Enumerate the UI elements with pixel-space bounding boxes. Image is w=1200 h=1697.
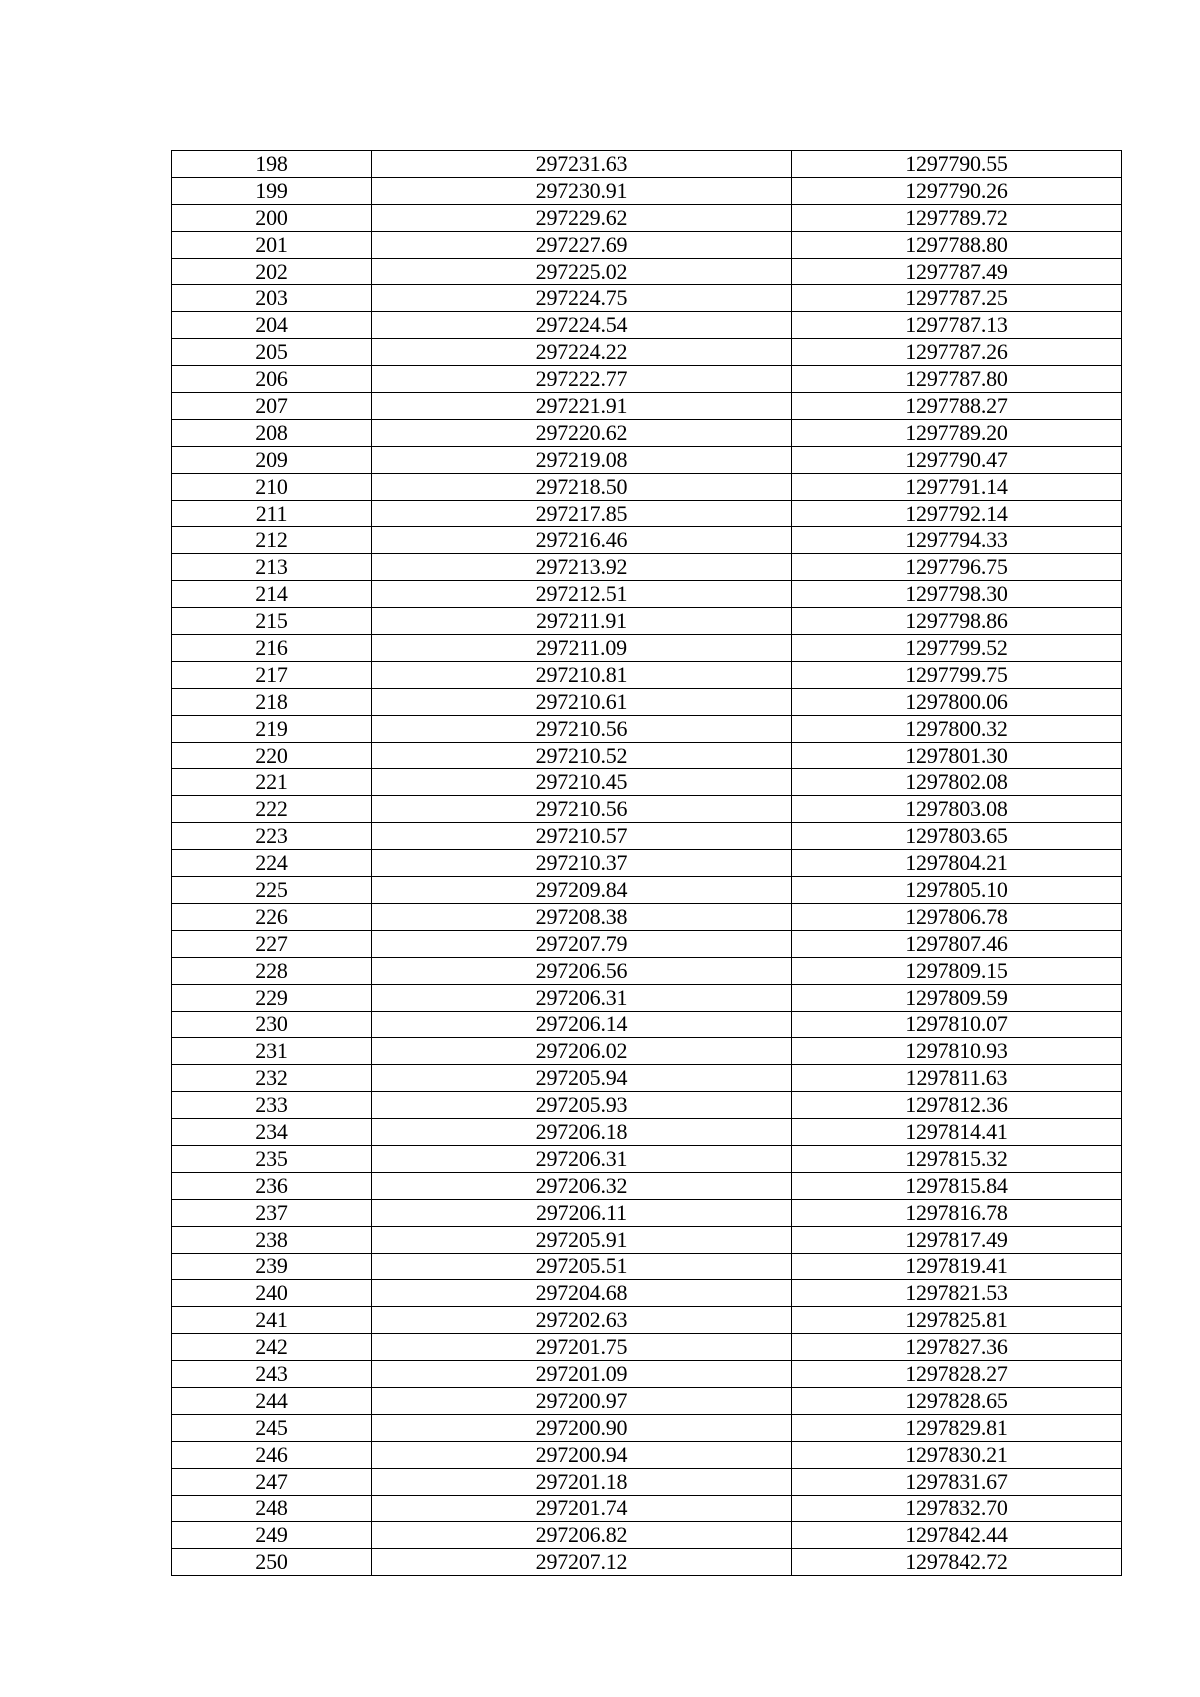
table-row [172,554,1122,581]
table-row [172,769,1122,796]
point-number-cell: 229 [172,984,372,1011]
table-row [172,312,1122,339]
point-number-cell: 235 [172,1145,372,1172]
x-coordinate-cell: 297200.97 [372,1387,792,1414]
table-row [172,1307,1122,1334]
x-coordinate-cell: 297200.90 [372,1414,792,1441]
point-number-cell: 240 [172,1280,372,1307]
y-coordinate-cell: 1297812.36 [792,1092,1122,1119]
x-coordinate-cell: 297210.56 [372,796,792,823]
table-row [172,1549,1122,1576]
table-row [172,877,1122,904]
x-coordinate-cell: 297201.18 [372,1468,792,1495]
x-coordinate-cell: 297219.08 [372,446,792,473]
y-coordinate-cell: 1297787.13 [792,312,1122,339]
y-coordinate-cell: 1297787.26 [792,339,1122,366]
table-row [172,608,1122,635]
point-number-cell: 234 [172,1119,372,1146]
table-row [172,715,1122,742]
table-row [172,446,1122,473]
x-coordinate-cell: 297205.91 [372,1226,792,1253]
point-number-cell: 212 [172,527,372,554]
point-number-cell: 204 [172,312,372,339]
point-number-cell: 221 [172,769,372,796]
point-number-cell: 248 [172,1495,372,1522]
table-row [172,823,1122,850]
point-number-cell: 233 [172,1092,372,1119]
table-row [172,473,1122,500]
x-coordinate-cell: 297207.79 [372,930,792,957]
y-coordinate-cell: 1297798.86 [792,608,1122,635]
y-coordinate-cell: 1297809.15 [792,957,1122,984]
x-coordinate-cell: 297231.63 [372,151,792,178]
table-row [172,903,1122,930]
x-coordinate-cell: 297206.32 [372,1172,792,1199]
x-coordinate-cell: 297224.75 [372,285,792,312]
point-number-cell: 246 [172,1441,372,1468]
table-row [172,984,1122,1011]
y-coordinate-cell: 1297816.78 [792,1199,1122,1226]
y-coordinate-cell: 1297794.33 [792,527,1122,554]
table-row [172,285,1122,312]
y-coordinate-cell: 1297792.14 [792,500,1122,527]
x-coordinate-cell: 297202.63 [372,1307,792,1334]
table-row [172,258,1122,285]
x-coordinate-cell: 297216.46 [372,527,792,554]
point-number-cell: 245 [172,1414,372,1441]
x-coordinate-cell: 297206.14 [372,1011,792,1038]
y-coordinate-cell: 1297788.80 [792,231,1122,258]
point-number-cell: 237 [172,1199,372,1226]
point-number-cell: 215 [172,608,372,635]
table-row [172,1522,1122,1549]
table-row [172,151,1122,178]
point-number-cell: 202 [172,258,372,285]
table-row [172,1361,1122,1388]
y-coordinate-cell: 1297789.72 [792,204,1122,231]
y-coordinate-cell: 1297805.10 [792,877,1122,904]
table-row [172,339,1122,366]
y-coordinate-cell: 1297790.26 [792,177,1122,204]
point-number-cell: 209 [172,446,372,473]
x-coordinate-cell: 297207.12 [372,1549,792,1576]
y-coordinate-cell: 1297810.93 [792,1038,1122,1065]
y-coordinate-cell: 1297814.41 [792,1119,1122,1146]
table-row [172,1092,1122,1119]
point-number-cell: 232 [172,1065,372,1092]
y-coordinate-cell: 1297800.32 [792,715,1122,742]
point-number-cell: 249 [172,1522,372,1549]
point-number-cell: 216 [172,635,372,662]
x-coordinate-cell: 297201.09 [372,1361,792,1388]
point-number-cell: 217 [172,661,372,688]
table-row [172,231,1122,258]
x-coordinate-cell: 297206.31 [372,1145,792,1172]
x-coordinate-cell: 297227.69 [372,231,792,258]
point-number-cell: 198 [172,151,372,178]
y-coordinate-cell: 1297815.84 [792,1172,1122,1199]
y-coordinate-cell: 1297810.07 [792,1011,1122,1038]
point-number-cell: 241 [172,1307,372,1334]
table-row [172,366,1122,393]
coordinate-table [171,150,1122,1576]
table-row [172,850,1122,877]
point-number-cell: 218 [172,688,372,715]
y-coordinate-cell: 1297842.44 [792,1522,1122,1549]
y-coordinate-cell: 1297789.20 [792,419,1122,446]
point-number-cell: 238 [172,1226,372,1253]
table-row [172,1414,1122,1441]
y-coordinate-cell: 1297807.46 [792,930,1122,957]
y-coordinate-cell: 1297828.27 [792,1361,1122,1388]
y-coordinate-cell: 1297787.80 [792,366,1122,393]
y-coordinate-cell: 1297817.49 [792,1226,1122,1253]
table-row [172,1119,1122,1146]
point-number-cell: 214 [172,581,372,608]
y-coordinate-cell: 1297825.81 [792,1307,1122,1334]
table-row [172,527,1122,554]
x-coordinate-cell: 297206.31 [372,984,792,1011]
point-number-cell: 230 [172,1011,372,1038]
point-number-cell: 224 [172,850,372,877]
point-number-cell: 211 [172,500,372,527]
point-number-cell: 250 [172,1549,372,1576]
y-coordinate-cell: 1297803.08 [792,796,1122,823]
table-row [172,1253,1122,1280]
table-row [172,1495,1122,1522]
point-number-cell: 239 [172,1253,372,1280]
table-row [172,1334,1122,1361]
point-number-cell: 228 [172,957,372,984]
point-number-cell: 244 [172,1387,372,1414]
point-number-cell: 231 [172,1038,372,1065]
point-number-cell: 236 [172,1172,372,1199]
y-coordinate-cell: 1297806.78 [792,903,1122,930]
table-row [172,500,1122,527]
x-coordinate-cell: 297204.68 [372,1280,792,1307]
table-row [172,393,1122,420]
x-coordinate-cell: 297213.92 [372,554,792,581]
y-coordinate-cell: 1297821.53 [792,1280,1122,1307]
x-coordinate-cell: 297220.62 [372,419,792,446]
x-coordinate-cell: 297209.84 [372,877,792,904]
table-row [172,688,1122,715]
y-coordinate-cell: 1297803.65 [792,823,1122,850]
table-row [172,1038,1122,1065]
table-row [172,1172,1122,1199]
x-coordinate-cell: 297222.77 [372,366,792,393]
y-coordinate-cell: 1297829.81 [792,1414,1122,1441]
x-coordinate-cell: 297208.38 [372,903,792,930]
point-number-cell: 206 [172,366,372,393]
table-row [172,1145,1122,1172]
x-coordinate-cell: 297210.56 [372,715,792,742]
x-coordinate-cell: 297201.75 [372,1334,792,1361]
x-coordinate-cell: 297211.09 [372,635,792,662]
x-coordinate-cell: 297210.37 [372,850,792,877]
y-coordinate-cell: 1297830.21 [792,1441,1122,1468]
y-coordinate-cell: 1297819.41 [792,1253,1122,1280]
x-coordinate-cell: 297205.51 [372,1253,792,1280]
point-number-cell: 201 [172,231,372,258]
y-coordinate-cell: 1297799.52 [792,635,1122,662]
table-row [172,661,1122,688]
y-coordinate-cell: 1297842.72 [792,1549,1122,1576]
point-number-cell: 243 [172,1361,372,1388]
x-coordinate-cell: 297206.56 [372,957,792,984]
point-number-cell: 220 [172,742,372,769]
table-row [172,635,1122,662]
point-number-cell: 219 [172,715,372,742]
x-coordinate-cell: 297206.02 [372,1038,792,1065]
y-coordinate-cell: 1297787.25 [792,285,1122,312]
table-row [172,1199,1122,1226]
x-coordinate-cell: 297201.74 [372,1495,792,1522]
coordinate-table-body [172,151,1122,1576]
x-coordinate-cell: 297224.54 [372,312,792,339]
point-number-cell: 213 [172,554,372,581]
y-coordinate-cell: 1297791.14 [792,473,1122,500]
x-coordinate-cell: 297200.94 [372,1441,792,1468]
x-coordinate-cell: 297210.81 [372,661,792,688]
x-coordinate-cell: 297218.50 [372,473,792,500]
x-coordinate-cell: 297205.93 [372,1092,792,1119]
x-coordinate-cell: 297210.52 [372,742,792,769]
y-coordinate-cell: 1297787.49 [792,258,1122,285]
y-coordinate-cell: 1297790.47 [792,446,1122,473]
x-coordinate-cell: 297210.61 [372,688,792,715]
point-number-cell: 225 [172,877,372,904]
y-coordinate-cell: 1297799.75 [792,661,1122,688]
x-coordinate-cell: 297230.91 [372,177,792,204]
point-number-cell: 199 [172,177,372,204]
table-row [172,1280,1122,1307]
table-row [172,1226,1122,1253]
point-number-cell: 210 [172,473,372,500]
x-coordinate-cell: 297224.22 [372,339,792,366]
point-number-cell: 200 [172,204,372,231]
table-row [172,1011,1122,1038]
y-coordinate-cell: 1297809.59 [792,984,1122,1011]
y-coordinate-cell: 1297788.27 [792,393,1122,420]
x-coordinate-cell: 297217.85 [372,500,792,527]
y-coordinate-cell: 1297790.55 [792,151,1122,178]
point-number-cell: 226 [172,903,372,930]
y-coordinate-cell: 1297815.32 [792,1145,1122,1172]
table-row [172,930,1122,957]
y-coordinate-cell: 1297798.30 [792,581,1122,608]
table-row [172,1468,1122,1495]
table-row [172,177,1122,204]
table-row [172,581,1122,608]
x-coordinate-cell: 297211.91 [372,608,792,635]
table-row [172,957,1122,984]
point-number-cell: 222 [172,796,372,823]
y-coordinate-cell: 1297800.06 [792,688,1122,715]
x-coordinate-cell: 297206.82 [372,1522,792,1549]
y-coordinate-cell: 1297801.30 [792,742,1122,769]
x-coordinate-cell: 297205.94 [372,1065,792,1092]
point-number-cell: 205 [172,339,372,366]
x-coordinate-cell: 297206.18 [372,1119,792,1146]
table-row [172,1441,1122,1468]
point-number-cell: 203 [172,285,372,312]
table-row [172,204,1122,231]
y-coordinate-cell: 1297827.36 [792,1334,1122,1361]
y-coordinate-cell: 1297796.75 [792,554,1122,581]
y-coordinate-cell: 1297811.63 [792,1065,1122,1092]
y-coordinate-cell: 1297832.70 [792,1495,1122,1522]
point-number-cell: 247 [172,1468,372,1495]
table-row [172,796,1122,823]
x-coordinate-cell: 297210.45 [372,769,792,796]
table-row [172,1387,1122,1414]
x-coordinate-cell: 297229.62 [372,204,792,231]
point-number-cell: 223 [172,823,372,850]
x-coordinate-cell: 297206.11 [372,1199,792,1226]
table-row [172,742,1122,769]
point-number-cell: 227 [172,930,372,957]
point-number-cell: 242 [172,1334,372,1361]
point-number-cell: 208 [172,419,372,446]
x-coordinate-cell: 297210.57 [372,823,792,850]
y-coordinate-cell: 1297802.08 [792,769,1122,796]
y-coordinate-cell: 1297828.65 [792,1387,1122,1414]
x-coordinate-cell: 297225.02 [372,258,792,285]
x-coordinate-cell: 297212.51 [372,581,792,608]
table-row [172,419,1122,446]
table-row [172,1065,1122,1092]
point-number-cell: 207 [172,393,372,420]
y-coordinate-cell: 1297831.67 [792,1468,1122,1495]
x-coordinate-cell: 297221.91 [372,393,792,420]
y-coordinate-cell: 1297804.21 [792,850,1122,877]
